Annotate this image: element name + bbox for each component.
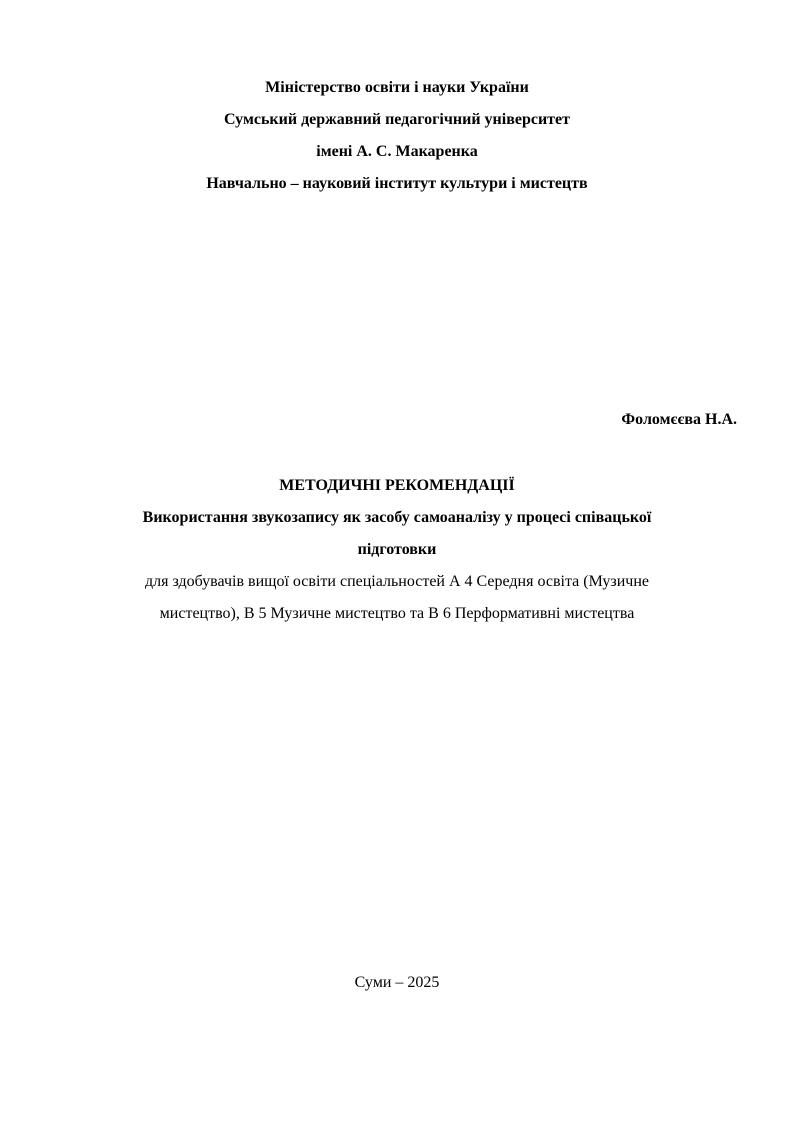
place-and-year: Суми – 2025 xyxy=(354,974,440,991)
university-name: Сумський державний педагогічний університет xyxy=(224,111,570,128)
institute-name: Навчально – науковий інститут культури і мистецтв xyxy=(206,175,588,192)
audience-line2: мистецтво), В 5 Музичне мистецтво та В 6 Перформативні мистецтва xyxy=(159,605,635,622)
ministry-name: Міністерство освіти і науки України xyxy=(265,79,529,96)
university-namesake: імені А. С. Макаренка xyxy=(316,143,478,160)
audience-line1: для здобувачів вищої освіти спеціальностей А 4 Середня освіта (Музичне xyxy=(144,573,649,590)
document-subtitle-line2: підготовки xyxy=(357,541,437,558)
document-title: МЕТОДИЧНІ РЕКОМЕНДАЦІЇ xyxy=(279,477,515,494)
author-name: Фоломєєва Н.А. xyxy=(621,411,737,428)
document-subtitle-line1: Використання звукозапису як засобу самоаналізу у процесі співацької xyxy=(142,509,652,526)
